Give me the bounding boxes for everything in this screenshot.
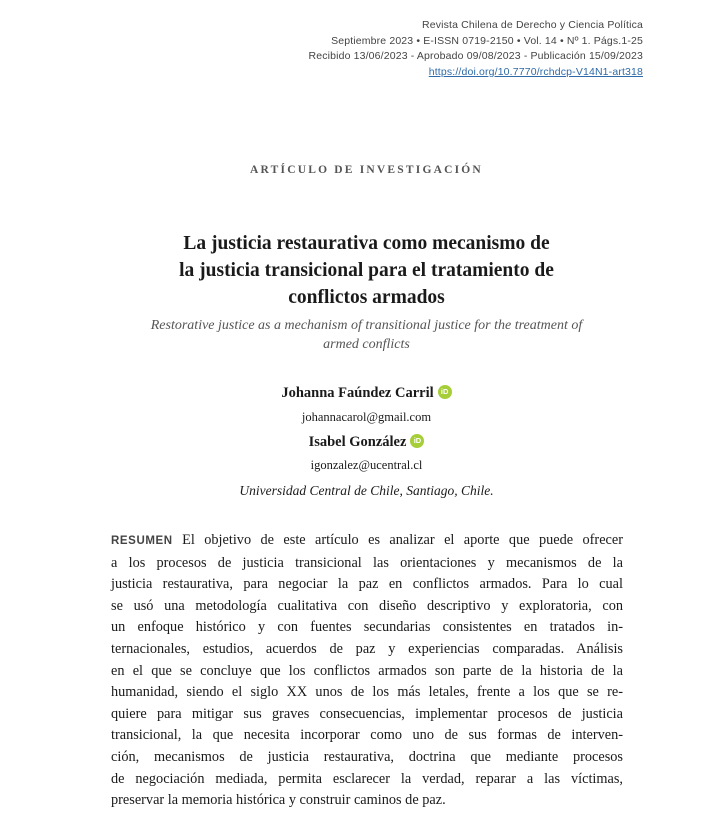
journal-header (309, 18, 643, 80)
author-1 (0, 385, 717, 402)
orcid-icon[interactable]: iD (410, 434, 424, 448)
subtitle-line: armed conflicts (323, 337, 410, 352)
orcid-icon[interactable]: iD (438, 385, 452, 399)
abstract-line: justicia restaurativa, para negociar la paz en conflictos armados. Para lo cual (111, 576, 623, 593)
author-name: Isabel González (308, 434, 407, 450)
abstract-line: transicional, la que necesita incorporar como uno de sus formas de interven- (111, 727, 623, 744)
title-line: La justicia restaurativa como mecanismo de (183, 233, 550, 254)
abstract-line: a los procesos de justicia transicional las orientaciones y mecanismos de la (111, 554, 623, 571)
abstract-line: se usó una metodología cualitativa con diseño descriptivo y exploratoria, con (111, 597, 623, 614)
abstract-line: de negociación mediada, permita esclarecer la verdad, reparar a las víctimas, (111, 770, 623, 787)
abstract-line: quiere para mitigar sus graves consecuencias, implementar procesos de justicia (111, 705, 623, 722)
abstract-line: humanidad, siendo el siglo XX unos de los más letales, frente a los que se re- (111, 684, 623, 701)
abstract-line: en el que se concluye que los conflictos armados son parte de la historia de la (111, 662, 623, 679)
issue-info: Septiembre 2023 • E-ISSN 0719-2150 • Vol. 14 • Nº 1. Págs.1-25 (331, 34, 643, 47)
abstract-line: ternacionales, estudios, acuerdos de paz y experiencias comparadas. Análisis (111, 640, 623, 657)
abstract-line: ción, mecanismos de justicia restaurativa, doctrina que mediante procesos (111, 748, 623, 765)
abstract-line: un enfoque histórico y con fuentes secundarias consistentes en tratados in- (111, 619, 623, 636)
subtitle-line: Restorative justice as a mechanism of transitional justice for the treatment of (150, 318, 583, 333)
author-2 (0, 434, 717, 451)
title-line: la justicia transicional para el tratamiento de (179, 260, 554, 281)
article-subtitle (0, 316, 717, 354)
abstract (111, 530, 623, 812)
author-1-email: johannacarol@gmail.com (301, 410, 432, 424)
section-label: ARTÍCULO DE INVESTIGACIÓN (250, 164, 483, 176)
author-2-email: igonzalez@ucentral.cl (310, 458, 423, 472)
author-name: Johanna Faúndez Carril (281, 385, 434, 401)
article-title (0, 230, 717, 311)
publication-dates: Recibido 13/06/2023 - Aprobado 09/08/2023 - Publicación 15/09/2023 (308, 50, 643, 62)
journal-name: Revista Chilena de Derecho y Ciencia Política (422, 19, 643, 31)
title-line: conflictos armados (288, 287, 445, 308)
doi-link[interactable]: https://doi.org/10.7770/rchdcp-V14N1-art318 (428, 65, 643, 78)
affiliation: Universidad Central de Chile, Santiago, Chile. (239, 483, 494, 498)
abstract-label: RESUMEN (111, 535, 173, 547)
abstract-line: preservar la memoria histórica y construir caminos de paz. (111, 792, 446, 809)
abstract-line: RESUMEN El objetivo de este artículo es analizar el aporte que puede ofrecer (111, 532, 623, 548)
